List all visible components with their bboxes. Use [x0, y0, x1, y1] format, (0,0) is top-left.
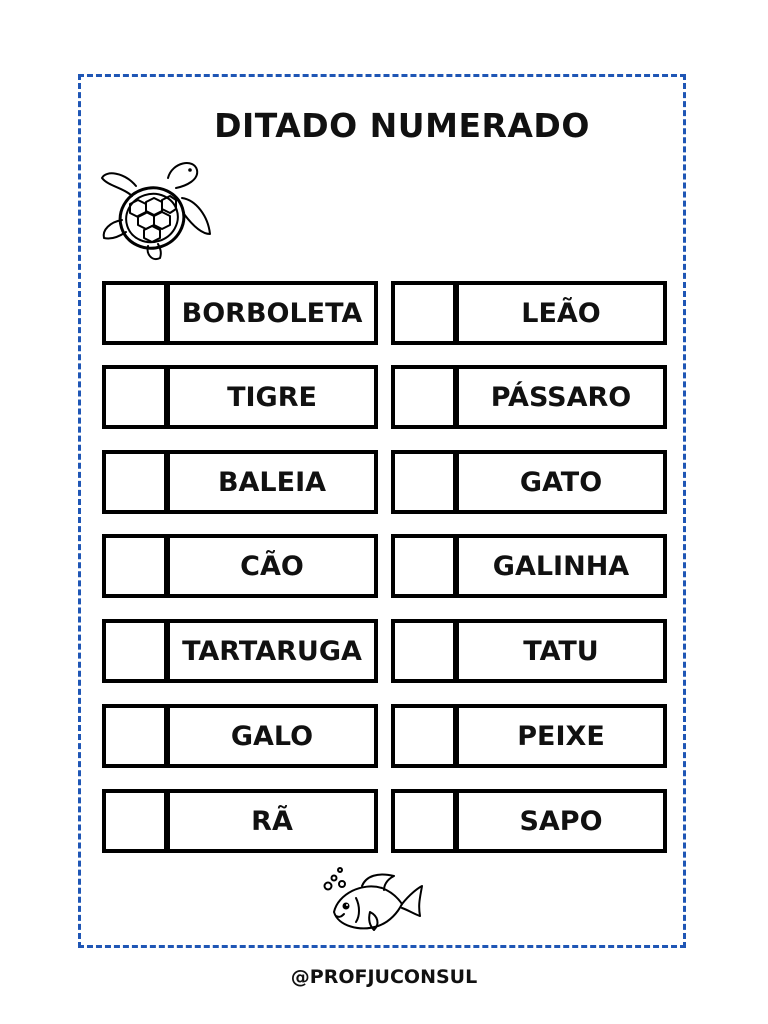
number-box[interactable]: [102, 281, 164, 345]
number-box[interactable]: [391, 450, 453, 514]
word-label: GALO: [164, 704, 378, 768]
number-box[interactable]: [391, 704, 453, 768]
word-label: PÁSSARO: [453, 365, 667, 429]
number-box[interactable]: [391, 281, 453, 345]
number-box[interactable]: [102, 365, 164, 429]
page-title: DITADO NUMERADO: [214, 106, 590, 145]
number-box[interactable]: [102, 789, 164, 853]
word-label: TARTARUGA: [164, 619, 378, 683]
word-label: CÃO: [164, 534, 378, 598]
word-label: SAPO: [453, 789, 667, 853]
number-box[interactable]: [391, 789, 453, 853]
number-box[interactable]: [102, 534, 164, 598]
word-label: GATO: [453, 450, 667, 514]
turtle-icon: [98, 156, 214, 262]
number-box[interactable]: [102, 704, 164, 768]
word-label: GALINHA: [453, 534, 667, 598]
word-label: TATU: [453, 619, 667, 683]
author-handle: @PROFJUCONSUL: [290, 966, 478, 988]
word-label: LEÃO: [453, 281, 667, 345]
number-box[interactable]: [102, 619, 164, 683]
word-label: RÃ: [164, 789, 378, 853]
number-box[interactable]: [391, 619, 453, 683]
word-label: PEIXE: [453, 704, 667, 768]
word-label: TIGRE: [164, 365, 378, 429]
number-box[interactable]: [391, 534, 453, 598]
fish-icon: [322, 864, 426, 938]
word-label: BORBOLETA: [164, 281, 378, 345]
word-label: BALEIA: [164, 450, 378, 514]
number-box[interactable]: [102, 450, 164, 514]
number-box[interactable]: [391, 365, 453, 429]
